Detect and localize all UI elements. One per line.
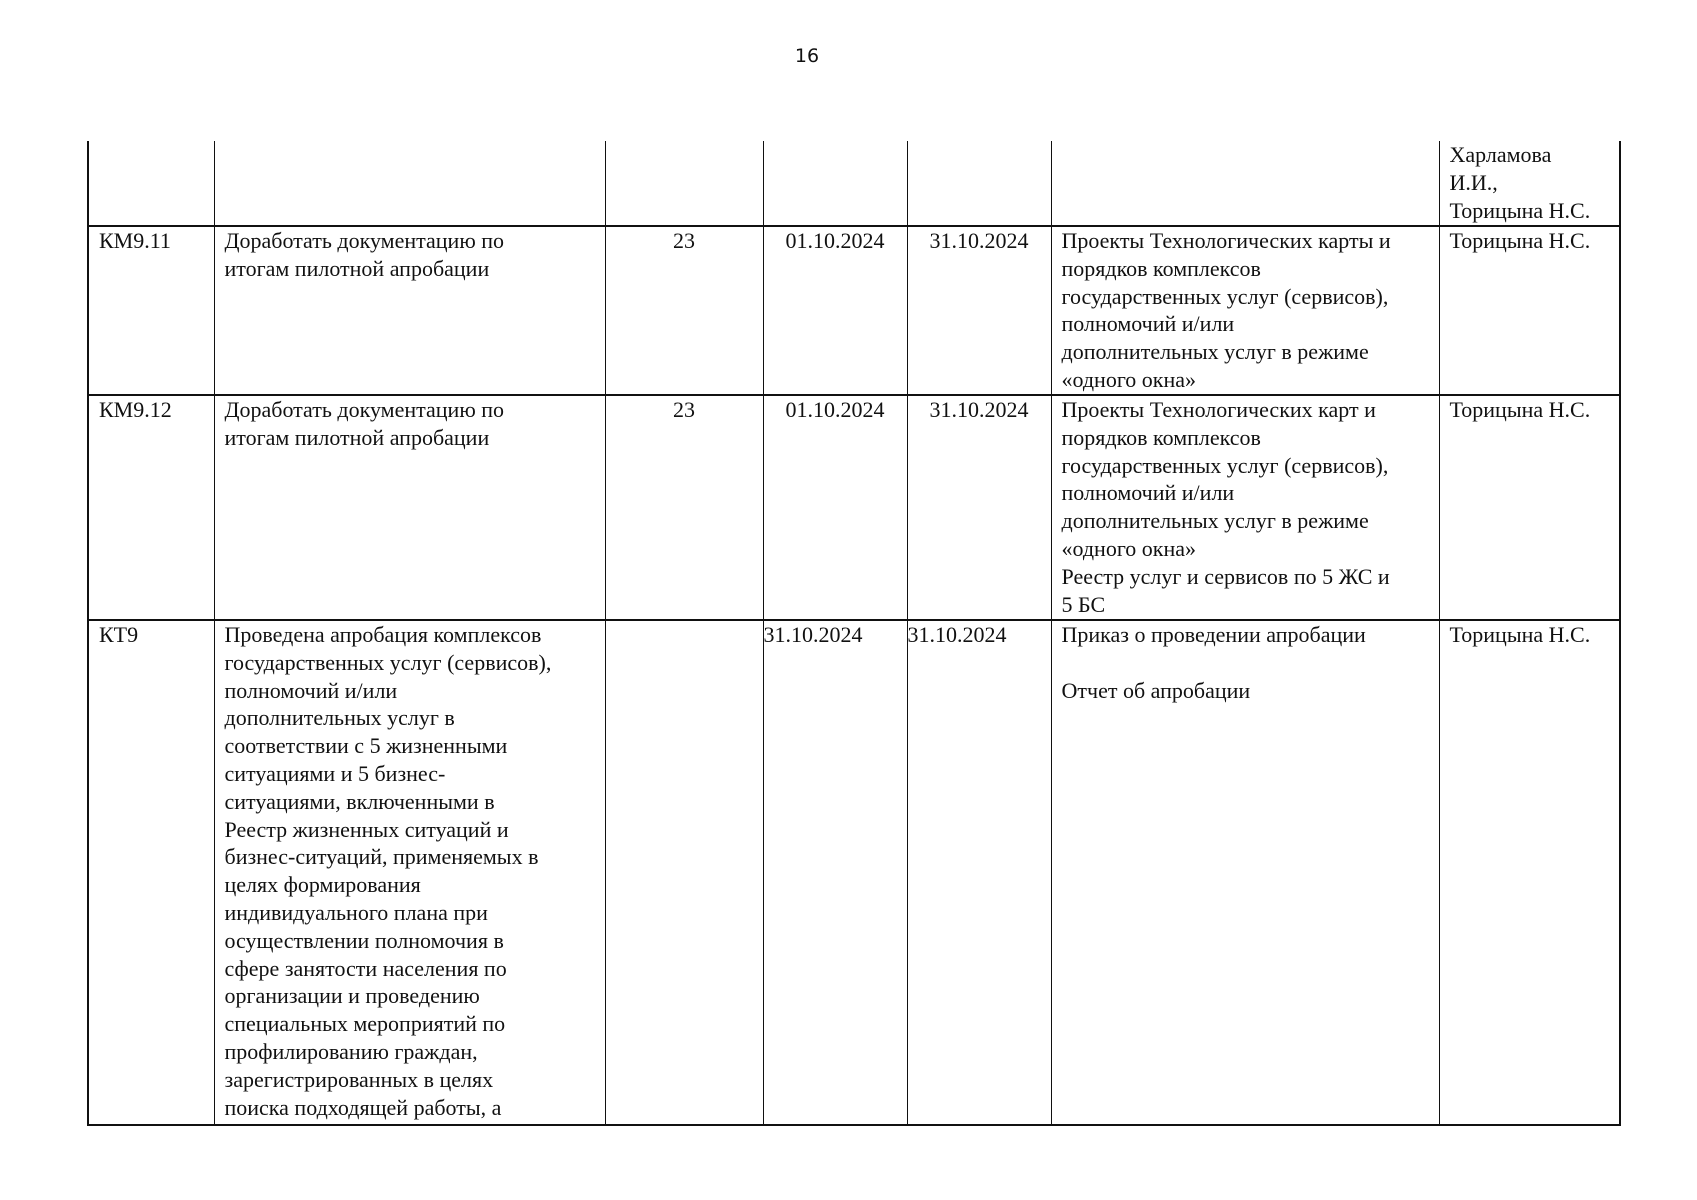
cell-number: 23: [605, 226, 763, 395]
cell-code: [88, 141, 214, 226]
cell-end-date: 31.10.2024: [907, 226, 1051, 395]
cell-responsible: Торицына Н.С.: [1439, 395, 1620, 620]
table-row: [88, 141, 1620, 226]
cell-start-date: 31.10.2024: [763, 620, 907, 1125]
cell-end-date: 31.10.2024: [907, 620, 1051, 1125]
table-row: [88, 395, 1620, 620]
cell-number: [605, 620, 763, 1125]
cell-code: КМ9.11: [88, 226, 214, 395]
cell-start-date: 01.10.2024: [763, 395, 907, 620]
cell-end-date: 31.10.2024: [907, 395, 1051, 620]
cell-start-date: [763, 141, 907, 226]
cell-task: Доработать документацию по итогам пилотной апробации: [214, 395, 605, 620]
cell-code: КМ9.12: [88, 395, 214, 620]
table-row: [88, 226, 1620, 395]
plan-table: [87, 141, 1621, 1126]
cell-task: Проведена апробация комплексов государственных услуг (сервисов), полномочий и/или дополнительных услуг в соответствии с 5 жизненными ситуациями и 5 бизнес- ситуациями, включенными в Реестр жизненных ситуаций и бизнес-ситуаций, применяемых в целях формирования индивидуального плана при осуществлении полномочия в сфере занятости населения по организации и проведению специальных мероприятий по профилированию граждан, зарегистрированных в целях поиска подходящей работы, а: [214, 620, 605, 1125]
table-row: [88, 620, 1620, 1125]
cell-responsible: Харламова И.И., Торицына Н.С.: [1439, 141, 1620, 226]
cell-responsible: Торицына Н.С.: [1439, 620, 1620, 1125]
cell-code: КТ9: [88, 620, 214, 1125]
cell-result: Проекты Технологических карт и порядков комплексов государственных услуг (сервисов), полномочий и/или дополнительных услуг в режиме «одного окна» Реестр услуг и сервисов по 5 ЖС и 5 БС: [1051, 395, 1439, 620]
cell-task: Доработать документацию по итогам пилотной апробации: [214, 226, 605, 395]
cell-number: [605, 141, 763, 226]
cell-end-date: [907, 141, 1051, 226]
cell-responsible: Торицына Н.С.: [1439, 226, 1620, 395]
cell-task: [214, 141, 605, 226]
cell-result: Проекты Технологических карты и порядков комплексов государственных услуг (сервисов), полномочий и/или дополнительных услуг в режиме «одного окна»: [1051, 226, 1439, 395]
cell-start-date: 01.10.2024: [763, 226, 907, 395]
cell-number: 23: [605, 395, 763, 620]
cell-result: [1051, 141, 1439, 226]
cell-result: Приказ о проведении апробации Отчет об апробации: [1051, 620, 1439, 1125]
page-number: 16: [794, 45, 820, 67]
